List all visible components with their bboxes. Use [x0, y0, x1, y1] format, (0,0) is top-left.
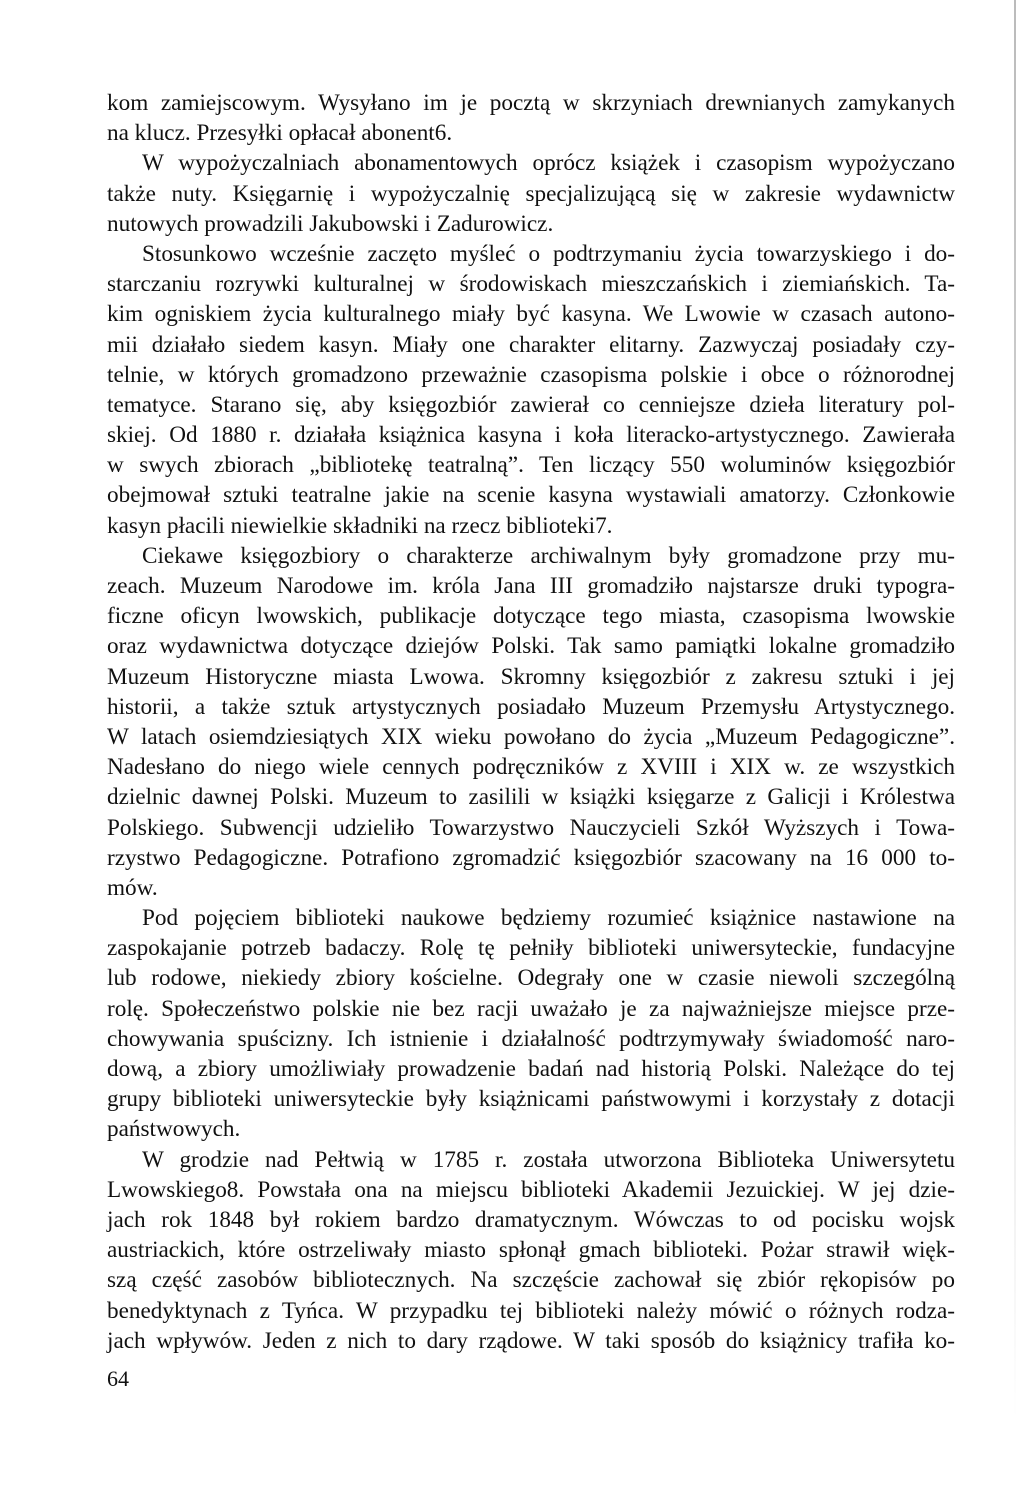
text-line: także nuty. Księgarnię i wypożyczalnię specjalizującą się w zakresie wydawnictw: [107, 180, 955, 207]
text-line: W wypożyczalniach abonamentowych oprócz książek i czasopism wypożyczano: [142, 150, 955, 177]
text-line: jach rok 1848 był rokiem bardzo dramatycznym. Wówczas to od pocisku wojsk: [107, 1206, 955, 1233]
page-body-text: [107, 88, 955, 1356]
text-line: austriackich, które ostrzeliwały miasto spłonął gmach biblioteki. Pożar strawił więk-: [107, 1237, 955, 1264]
text-line: Nadesłano do niego wiele cennych podręczników z XVIII i XIX w. ze wszystkich: [107, 754, 955, 781]
text-line: zaspokajanie potrzeb badaczy. Rolę tę pełniły biblioteki uniwersyteckie, fundacyjne: [107, 935, 955, 962]
page-edge-mark: [1014, 0, 1016, 1420]
text-line: skiej. Od 1880 r. działała książnica kasyna i koła literacko-artystycznego. Zawierała: [107, 422, 955, 449]
text-line: tematyce. Starano się, aby księgozbiór zawierał co cenniejsze dzieła literatury pol-: [107, 391, 955, 418]
text-line: kom zamiejscowym. Wysyłano im je pocztą w skrzyniach drewnianych zamykanych: [107, 90, 955, 116]
text-line: kim ogniskiem życia kulturalnego miały być kasyna. We Lwowie w czasach autono-: [107, 301, 955, 328]
text-line: państwowych.: [107, 1116, 241, 1143]
text-line: telnie, w których gromadzono przeważnie czasopisma polskie i obce o różnorodnej: [107, 361, 955, 388]
text-line: rolę. Społeczeństwo polskie nie bez racji uważało je za najważniejsze miejsce prze-: [107, 995, 955, 1022]
text-line: dzielnic dawnej Polski. Muzeum to zasilili w książki księgarze z Galicji i Królestwa: [107, 784, 955, 811]
text-line: W grodzie nad Pełtwią w 1785 r. została utworzona Biblioteka Uniwersytetu: [142, 1146, 955, 1173]
page-number: 64: [107, 1366, 129, 1391]
text-line: Lwowskiego8. Powstała ona na miejscu biblioteki Akademii Jezuickiej. W jej dzie-: [107, 1176, 955, 1203]
text-line: mów.: [107, 874, 158, 901]
text-line: ficzne oficyn lwowskich, publikacje dotyczące tego miasta, czasopisma lwowskie: [107, 603, 955, 630]
text-line: zeach. Muzeum Narodowe im. króla Jana III gromadziło najstarsze druki typogra-: [107, 573, 955, 599]
text-line: nutowych prowadzili Jakubowski i Zadurowicz.: [107, 210, 554, 237]
text-line: lub rodowe, niekiedy zbiory kościelne. Odegrały one w czasie niewoli szczególną: [107, 965, 955, 992]
text-line: benedyktynach z Tyńca. W przypadku tej biblioteki należy mówić o różnych rodza-: [107, 1297, 955, 1324]
text-line: dową, a zbiory umożliwiały prowadzenie badań nad historią Polski. Należące do tej: [107, 1056, 955, 1082]
text-line: szą część zasobów bibliotecznych. Na szczęście zachował się zbiór rękopisów po: [107, 1267, 955, 1294]
text-line: w swych zbiorach „bibliotekę teatralną”. Ten liczący 550 woluminów księgozbiór: [107, 452, 955, 479]
text-line: Ciekawe księgozbiory o charakterze archiwalnym były gromadzone przy mu-: [142, 542, 955, 569]
text-line: historii, a także sztuk artystycznych posiadało Muzeum Przemysłu Artystycznego.: [107, 693, 955, 720]
text-line: chowywania spuścizny. Ich istnienie i działalność podtrzymywały świadomość naro-: [107, 1025, 955, 1052]
text-line: starczaniu rozrywki kulturalnej w środowiskach mieszczańskich i ziemiańskich. Ta-: [107, 271, 955, 298]
text-line: oraz wydawnictwa dotyczące dziejów Polski. Tak samo pamiątki lokalne gromadziło: [107, 633, 955, 660]
text-line: obejmował sztuki teatralne jakie na scenie kasyna wystawiali amatorzy. Członkowie: [107, 482, 955, 509]
text-line: Muzeum Historyczne miasta Lwowa. Skromny księgozbiór z zakresu sztuki i jej: [107, 663, 955, 690]
text-line: Polskiego. Subwencji udzieliło Towarzystwo Nauczycieli Szkół Wyższych i Towa-: [107, 814, 955, 841]
text-line: mii działało siedem kasyn. Miały one charakter elitarny. Zazwyczaj posiadały czy-: [107, 331, 955, 358]
text-line: grupy biblioteki uniwersyteckie były książnicami państwowymi i korzystały z dotacji: [107, 1086, 955, 1113]
text-line: W latach osiemdziesiątych XIX wieku powołano do życia „Muzeum Pedagogiczne”.: [107, 723, 955, 750]
text-line: Pod pojęciem biblioteki naukowe będziemy rozumieć książnice nastawione na: [142, 905, 955, 932]
text-line: kasyn płacili niewielkie składniki na rzecz biblioteki7.: [107, 512, 613, 539]
text-line: rzystwo Pedagogiczne. Potrafiono zgromadzić księgozbiór szacowany na 16 000 to-: [107, 844, 955, 871]
text-line: jach wpływów. Jeden z nich to dary rządowe. W taki sposób do książnicy trafiła ko-: [107, 1327, 955, 1354]
text-line: na klucz. Przesyłki opłacał abonent6.: [107, 120, 453, 147]
text-line: Stosunkowo wcześnie zaczęto myśleć o podtrzymaniu życia towarzyskiego i do-: [142, 240, 955, 267]
